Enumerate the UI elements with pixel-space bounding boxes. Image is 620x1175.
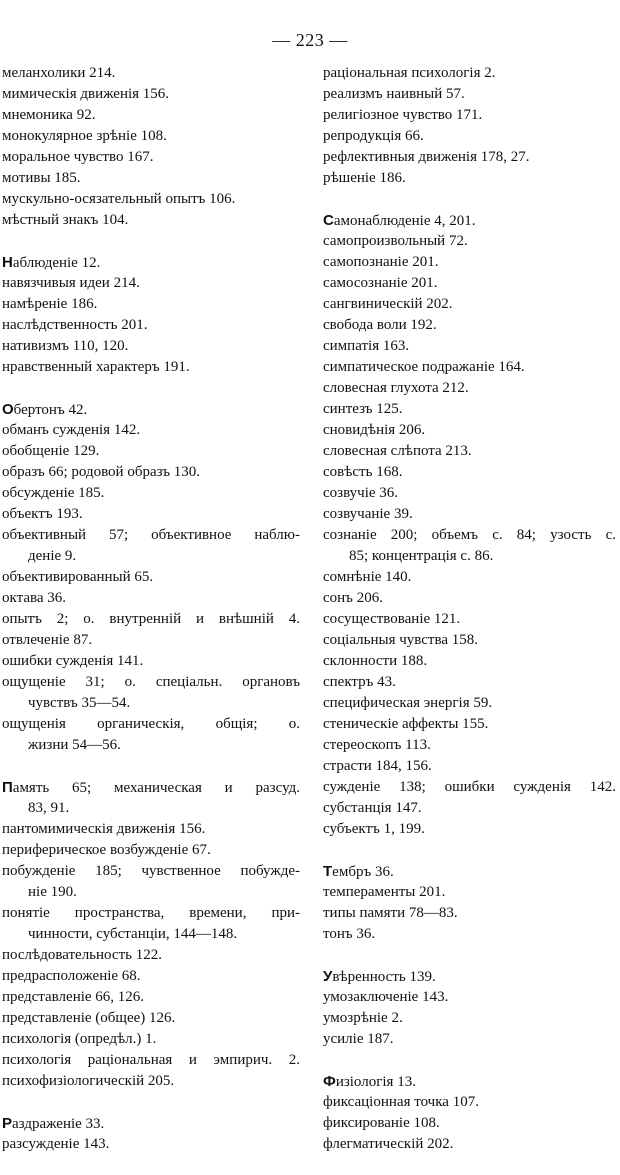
index-entry: сосуществованіе 121. — [323, 611, 461, 627]
index-entry: симпатія 163. — [323, 338, 410, 354]
index-section-head-entry: Раздраженіе 33. — [2, 1115, 105, 1132]
index-entry-continuation: 85; концентрація с. 86. — [349, 548, 494, 564]
index-entry: сангвиническій 202. — [323, 296, 453, 312]
index-entry: психологія (опредѣл.) 1. — [2, 1031, 157, 1047]
index-entry: репродукція 66. — [323, 128, 424, 144]
section-gap — [323, 840, 616, 861]
index-entry: послѣдовательность 122. — [2, 947, 162, 963]
section-initial-letter: Р — [2, 1115, 13, 1132]
index-entry: психологія раціональная и эмпирич. 2. — [2, 1052, 300, 1068]
index-entry: объектъ 193. — [2, 506, 83, 522]
index-entry: сновидѣнія 206. — [323, 422, 426, 438]
index-entry-continuation: чинности, субстанціи, 144—148. — [28, 926, 238, 942]
index-entry: усиліе 187. — [323, 1031, 394, 1047]
index-entry: меланхолики 214. — [2, 65, 116, 81]
index-entry: представленіе 66, 126. — [2, 989, 145, 1005]
index-entry: обобщеніе 129. — [2, 443, 100, 459]
index-section-head-entry: Тембръ 36. — [323, 863, 394, 880]
index-entry: рѣшеніе 186. — [323, 170, 406, 186]
index-section-head-entry: Наблюденіе 12. — [2, 254, 101, 271]
index-entry: рефлективныя движенія 178, 27. — [323, 149, 530, 165]
index-entry: мотивы 185. — [2, 170, 81, 186]
index-entry: мнемоника 92. — [2, 107, 96, 123]
index-entry: образъ 66; родовой образъ 130. — [2, 464, 201, 480]
index-entry: субъектъ 1, 199. — [323, 821, 425, 837]
index-entry: стеническіе аффекты 155. — [323, 716, 489, 732]
index-entry: словесная глухота 212. — [323, 380, 469, 396]
section-gap — [2, 231, 300, 252]
section-initial-letter: Н — [2, 254, 13, 271]
index-entry: октава 36. — [2, 590, 67, 606]
section-initial-letter: П — [2, 779, 13, 796]
index-entry: разсужденіе 143. — [2, 1136, 110, 1152]
index-entry: намѣреніе 186. — [2, 296, 98, 312]
section-initial-letter: У — [323, 968, 333, 985]
index-entry: представленіе (общее) 126. — [2, 1010, 176, 1026]
index-entry: мѣстный знакъ 104. — [2, 212, 129, 228]
index-entry: совѣсть 168. — [323, 464, 403, 480]
index-entry: мимическія движенія 156. — [2, 86, 170, 102]
index-entry: фиксаціонная точка 107. — [323, 1094, 479, 1110]
index-entry: типы памяти 78—83. — [323, 905, 458, 921]
index-entry: нативизмъ 110, 120. — [2, 338, 129, 354]
index-entry: темпераменты 201. — [323, 884, 446, 900]
index-entry: раціональная психологія 2. — [323, 65, 496, 81]
index-entry: симпатическое подражаніе 164. — [323, 359, 525, 375]
index-entry: религіозное чувство 171. — [323, 107, 483, 123]
index-entry: словесная слѣпота 213. — [323, 443, 472, 459]
index-entry: монокулярное зрѣніе 108. — [2, 128, 167, 144]
index-entry: объективный 57; объективное наблю- — [2, 527, 300, 543]
index-entry: понятіе пространства, времени, при- — [2, 905, 300, 921]
index-entry: обманъ сужденія 142. — [2, 422, 141, 438]
index-entry: реализмъ наивный 57. — [323, 86, 465, 102]
index-entry: предрасположеніе 68. — [2, 968, 141, 984]
index-section-head-entry: Увѣренность 139. — [323, 968, 436, 985]
index-section-head-entry: Память 65; механическая и разсуд. — [2, 779, 300, 796]
index-entry: мускульно-осязательный опытъ 106. — [2, 191, 236, 207]
section-gap — [323, 189, 616, 210]
section-gap — [2, 378, 300, 399]
index-entry: нравственный характеръ 191. — [2, 359, 190, 375]
index-section-head-entry: Обертонъ 42. — [2, 401, 88, 418]
section-gap — [323, 1050, 616, 1071]
index-entry: страсти 184, 156. — [323, 758, 432, 774]
section-gap — [2, 756, 300, 777]
index-entry: периферическое возбужденіе 67. — [2, 842, 211, 858]
right-column — [323, 63, 616, 1155]
section-initial-letter: Ф — [323, 1073, 336, 1090]
index-entry: объективированный 65. — [2, 569, 154, 585]
index-entry: навязчивыя идеи 214. — [2, 275, 140, 291]
index-entry: сомнѣніе 140. — [323, 569, 412, 585]
index-entry: синтезъ 125. — [323, 401, 403, 417]
index-entry: соціальныя чувства 158. — [323, 632, 479, 648]
index-entry: флегматическій 202. — [323, 1136, 454, 1152]
index-entry: ощущеніе 31; о. спеціальн. органовъ — [2, 674, 300, 690]
index-section-head-entry: Физіологія 13. — [323, 1073, 416, 1090]
index-entry: свобода воли 192. — [323, 317, 437, 333]
index-entry: опытъ 2; о. внутренній и внѣшній 4. — [2, 611, 300, 627]
index-entry: стереоскопъ 113. — [323, 737, 431, 753]
index-entry-continuation: ніе 190. — [28, 884, 77, 900]
index-entry: обсужденіе 185. — [2, 485, 105, 501]
page-number: — 223 — — [272, 30, 348, 50]
index-entry-continuation: жизни 54—56. — [28, 737, 121, 753]
index-entry: умозрѣніе 2. — [323, 1010, 403, 1026]
index-entry: отвлеченіе 87. — [2, 632, 93, 648]
index-entry: созвучіе 36. — [323, 485, 399, 501]
index-entry: самосознаніе 201. — [323, 275, 438, 291]
index-section-head-entry: Самонаблюденіе 4, 201. — [323, 212, 476, 229]
index-entry: умозаключеніе 143. — [323, 989, 449, 1005]
section-initial-letter: Т — [323, 863, 333, 880]
section-gap — [2, 1092, 300, 1113]
index-entry: тонъ 36. — [323, 926, 376, 942]
index-entry: спектръ 43. — [323, 674, 396, 690]
index-entry: созвучаніе 39. — [323, 506, 413, 522]
index-entry: склонности 188. — [323, 653, 428, 669]
left-column — [2, 63, 300, 1155]
index-entry-continuation: чувствъ 35—54. — [28, 695, 131, 711]
index-entry: самопознаніе 201. — [323, 254, 439, 270]
index-entry: субстанція 147. — [323, 800, 422, 816]
index-entry-continuation: деніе 9. — [28, 548, 77, 564]
index-entry: сужденіе 138; ошибки сужденія 142. — [323, 779, 616, 795]
index-entry: наслѣдственность 201. — [2, 317, 148, 333]
index-entry: пантомимическія движенія 156. — [2, 821, 206, 837]
index-entry: сонъ 206. — [323, 590, 383, 606]
index-entry-continuation: 83, 91. — [28, 800, 70, 816]
section-initial-letter: О — [2, 401, 14, 418]
index-entry: самопроизвольный 72. — [323, 233, 468, 249]
index-entry: ошибки сужденія 141. — [2, 653, 144, 669]
index-entry: сознаніе 200; объемъ с. 84; узость с. — [323, 527, 616, 543]
index-entry: ощущенія органическія, общія; о. — [2, 716, 300, 732]
section-initial-letter: С — [323, 212, 334, 229]
index-entry: побужденіе 185; чувственное побужде- — [2, 863, 300, 879]
index-entry: моральное чувство 167. — [2, 149, 154, 165]
section-gap — [323, 945, 616, 966]
index-entry: фиксированіе 108. — [323, 1115, 440, 1131]
index-entry: специфическая энергія 59. — [323, 695, 493, 711]
index-entry: психофизіологическій 205. — [2, 1073, 175, 1089]
